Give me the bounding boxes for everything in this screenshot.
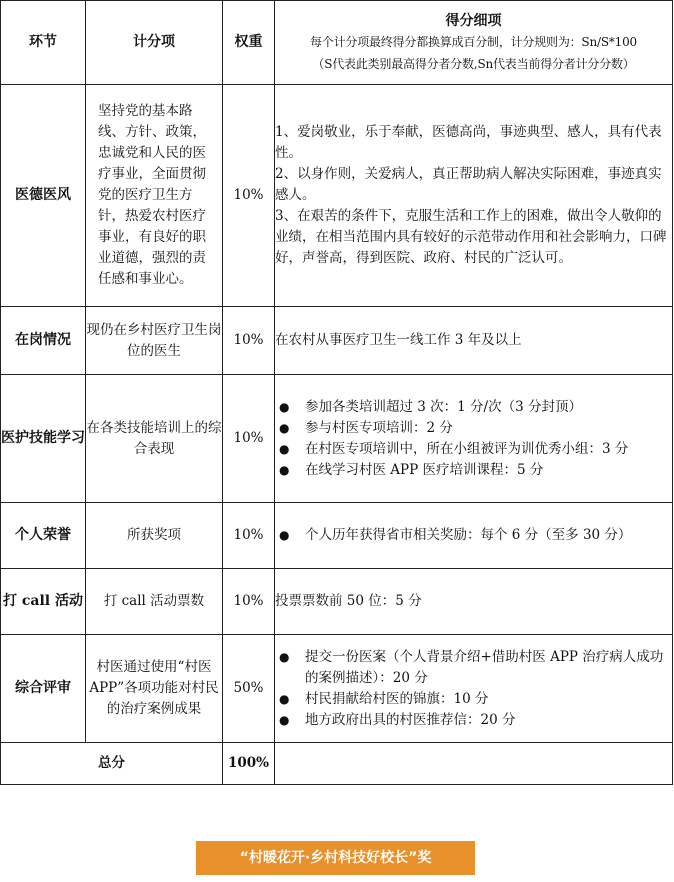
bullet-item: ● 参加各类培训超过 3 次：1 分/次（3 分封顶） [275,397,672,418]
section-name: 综合评审 [1,635,86,743]
bullet-item: ● 提交一份医案（个人背景介绍+借助村医 APP 治疗病人成功的案例描述）：20 分 [275,647,672,689]
header-item: 计分项 [86,1,223,85]
detail-line: 1、爱岗敬业，乐于奉献，医德高尚，事迹典型、感人，具有代表性。 [275,124,662,161]
weight: 10% [223,375,275,503]
header-detail-title: 得分细项 [445,12,502,29]
detail-cell [275,503,673,569]
scoring-item: 村医通过使用“村医 APP”各项功能对村民的治疗案例成果 [86,635,223,743]
total-weight: 100% [223,743,275,785]
total-detail-empty [275,743,673,785]
detail-cell [275,307,673,375]
total-row [1,743,673,785]
table-row [1,85,673,307]
bullet-item: ● 在村医专项培训中，所在小组被评为训优秀小组：3 分 [275,439,672,460]
scoring-item: 现仍在乡村医疗卫生岗位的医生 [86,307,223,375]
detail-line: 2、以身作则，关爱病人，真正帮助病人解决实际困难，事迹真实感人。 [275,166,662,203]
scoring-item: 所获奖项 [86,503,223,569]
table-row [1,635,673,743]
header-section: 环节 [1,1,86,85]
bullet-item: ● 个人历年获得省市相关奖励：每个 6 分（至多 30 分） [275,525,672,546]
detail-cell [275,375,673,503]
section-name: 个人荣誉 [1,503,86,569]
bullet-item: ● 参与村医专项培训：2 分 [275,418,672,439]
header-row [1,1,673,85]
section-name: 在岗情况 [1,307,86,375]
scoring-item: 在各类技能培训上的综合表现 [86,375,223,503]
table-row [1,503,673,569]
detail-line: 投票票数前 50 位：5 分 [275,593,422,609]
section-name: 医德医风 [1,85,86,307]
section-name: 医护技能学习 [1,375,86,503]
detail-line: 3、在艰苦的条件下，克服生活和工作上的困难，做出令人敬仰的业绩，在相当范围内具有较好的示范带动作用和社会影响力，口碑好，声誉高，得到医院、政府、村民的广泛认可。 [275,208,667,266]
award-badge: “村暖花开·乡村科技好校长”奖 [196,841,475,875]
section-name: 打 call 活动 [1,569,86,635]
bullet-item: ● 村民捐献给村医的锦旗：10 分 [275,689,672,710]
header-detail [275,1,673,85]
table-row [1,307,673,375]
weight: 10% [223,569,275,635]
detail-cell [275,85,673,307]
detail-cell [275,635,673,743]
scoring-item: 打 call 活动票数 [86,569,223,635]
weight: 50% [223,635,275,743]
header-weight: 权重 [223,1,275,85]
header-detail-note: （S代表此类别最高得分者分数,Sn代表当前得分者计分分数） [312,56,635,71]
bullet-item: ● 在线学习村医 APP 医疗培训课程：5 分 [275,460,672,481]
weight: 10% [223,503,275,569]
weight: 10% [223,85,275,307]
detail-line: 在农村从事医疗卫生一线工作 3 年及以上 [275,332,522,348]
weight: 10% [223,307,275,375]
bullet-item: ● 地方政府出具的村医推荐信：20 分 [275,710,672,731]
header-detail-rule: 每个计分项最终得分都换算成百分制，计分规则为：Sn/S*100 [310,34,637,49]
table-row [1,569,673,635]
scoring-item: 坚持党的基本路线、方针、政策，忠诚党和人民的医疗事业，全面贯彻党的医疗卫生方针，热爱农村医疗事业，有良好的职业道德，强烈的责任感和事业心。 [86,85,223,307]
detail-cell [275,569,673,635]
table-row [1,375,673,503]
total-label: 总分 [1,743,223,785]
